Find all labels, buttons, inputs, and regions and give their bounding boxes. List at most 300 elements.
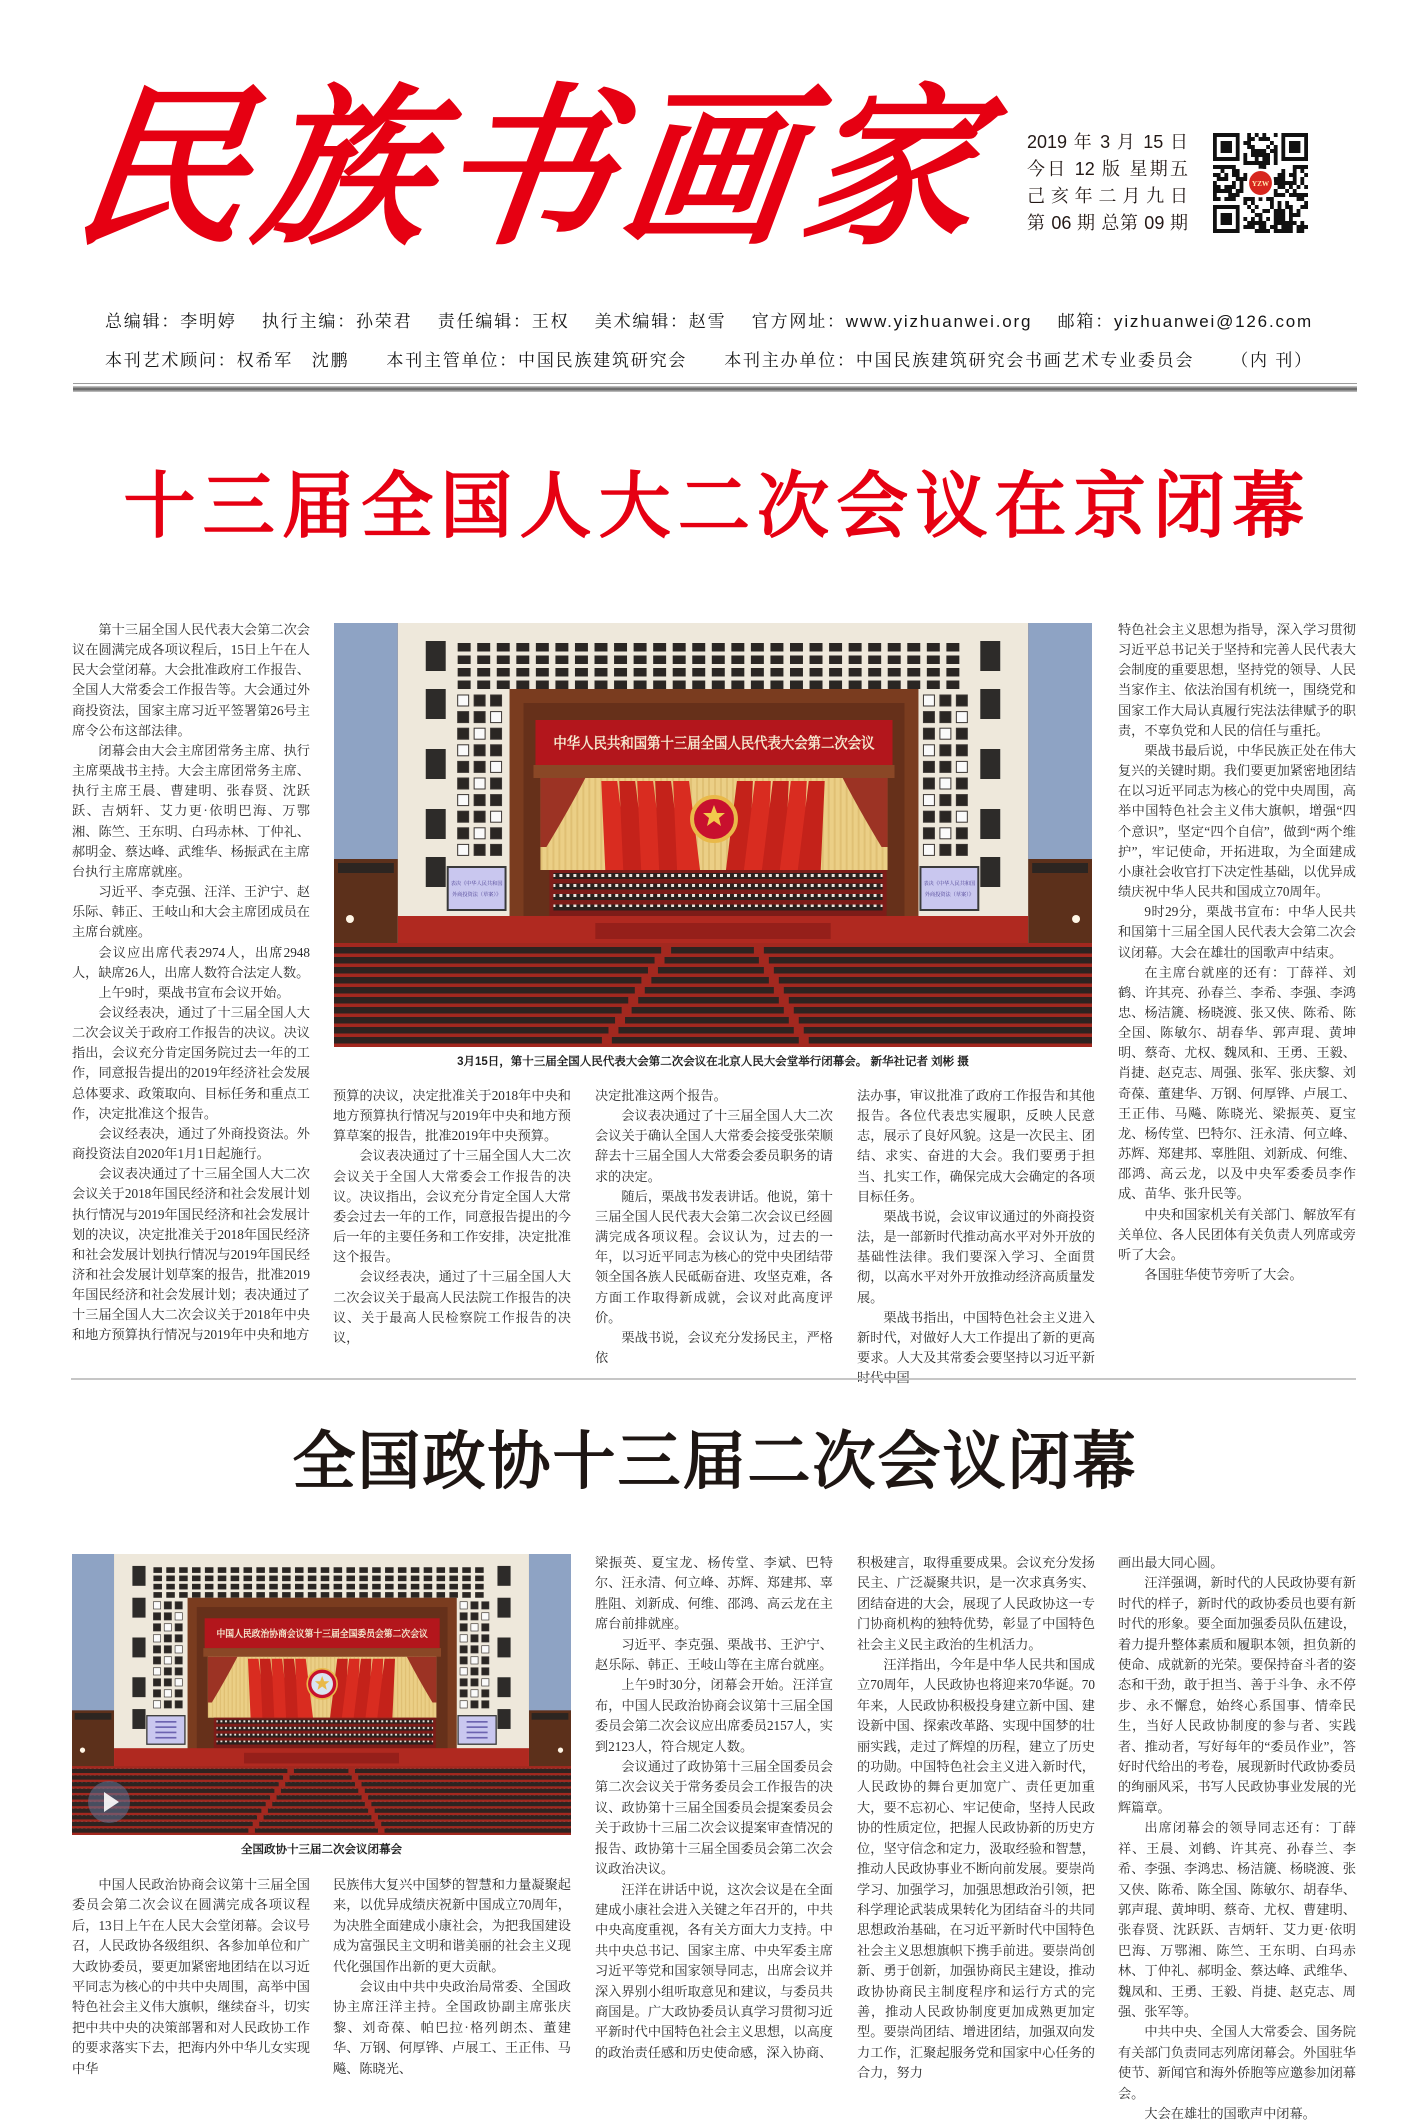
seat-row-people bbox=[334, 1037, 602, 1044]
side-grid-cell bbox=[175, 1701, 182, 1708]
ceiling-coffer bbox=[595, 643, 608, 652]
ceiling-coffer bbox=[731, 668, 744, 677]
credits-row-1 bbox=[105, 311, 1313, 333]
side-grid-cell bbox=[458, 712, 469, 723]
side-grid-cell bbox=[923, 828, 934, 839]
screen-left bbox=[147, 1716, 185, 1744]
side-grid-cell bbox=[153, 1646, 160, 1653]
seat-row-people bbox=[794, 1007, 1092, 1014]
seat-row-people bbox=[334, 987, 635, 994]
seat-row-people bbox=[378, 1815, 571, 1819]
seat-row-people bbox=[632, 1007, 784, 1014]
seat-row-people bbox=[368, 1795, 571, 1799]
side-grid-cell bbox=[471, 1624, 478, 1631]
screen-text: 表决《中华人民共和国 bbox=[450, 880, 503, 888]
side-grid-cell bbox=[923, 745, 934, 756]
seat-row-people bbox=[651, 977, 768, 984]
ceiling-coffer bbox=[810, 656, 823, 665]
side-grid-cell bbox=[471, 1635, 478, 1642]
ceiling-coffer bbox=[372, 1592, 381, 1598]
paragraph: 栗战书最后说，中华民族正处在伟大复兴的关键时期。我们要更加紧密地团结在以习近平同志为核心的党中央周围，高举中国特色社会主义伟大旗帜，增强“四个意识”，坚定“四个自信”，做到“两个维护”，牢记使命，开拓进取，为全面建成小康社会收官打下决定性基础，以优异成绩庆祝中华人民共和国成立70周年。 bbox=[1118, 742, 1356, 900]
side-grid-cell bbox=[153, 1668, 160, 1675]
pillar-window bbox=[497, 1566, 510, 1586]
side-grid-cell bbox=[164, 1646, 171, 1653]
ceiling-coffer bbox=[516, 668, 529, 677]
seat-row-people bbox=[385, 1828, 571, 1832]
side-grid-cell bbox=[460, 1679, 467, 1686]
seat-row-people bbox=[365, 1789, 571, 1793]
credit-value: 李明婷 bbox=[180, 312, 237, 331]
ceiling-coffer bbox=[321, 1567, 330, 1573]
seat-row-people bbox=[268, 1808, 368, 1812]
wall-right bbox=[1028, 623, 1092, 859]
wall-left bbox=[72, 1554, 114, 1710]
ceiling-coffer bbox=[166, 1576, 175, 1582]
pillar-window bbox=[980, 689, 1000, 719]
side-grid-cell bbox=[482, 1646, 489, 1653]
ceiling-coffer bbox=[849, 681, 862, 690]
paragraph: 闭幕会由大会主席团常务主席、执行主席栗战书主持。大会主席团常务主席、执行主席王晨、曹建明、张春贤、沈跃跃、吉炳轩、艾力更·依明巴海、万鄂湘、陈竺、王东明、白玛赤林、丁仲礼、郝明金、蔡达峰、武维华、杨振武在主席台执行主席席就座。 bbox=[72, 742, 310, 879]
ceiling-coffer bbox=[829, 643, 842, 652]
ceiling-coffer bbox=[595, 681, 608, 690]
ceiling-coffer bbox=[359, 1567, 368, 1573]
wall-left bbox=[334, 623, 398, 859]
side-grid-cell bbox=[482, 1635, 489, 1642]
paragraph: 第十三届全国人民代表大会第二次会议在圆满完成各项议程后，15日上午在人民大会堂闭幕。大会批准政府工作报告、全国人大常委会工作报告等。大会通过外商投资法，国家主席习近平签署第26号主席令公布这部法律。 bbox=[72, 622, 310, 738]
side-grid-cell bbox=[458, 828, 469, 839]
paragraph: 出席闭幕会的领导同志还有：丁薛祥、王晨、刘鹤、许其亮、孙春兰、李希、李强、李鸿忠、杨洁篪、杨晓渡、张又侠、陈希、陈全国、陈敏尔、胡春华、郭声琨、黄坤明、蔡奇、尤权、曹建明、张春贤、沈跃跃、吉炳轩、艾力更·依明巴海、万鄂湘、陈竺、王东明、白玛赤林、丁仲礼、郝明金、蔡达峰、武维华、魏凤和、王勇、王毅、肖捷、赵克志、周强、张军等。 bbox=[1118, 1820, 1356, 2019]
side-grid-cell bbox=[458, 795, 469, 806]
pillar-window bbox=[497, 1598, 510, 1618]
ceiling-coffer bbox=[673, 681, 686, 690]
credit-value: 中国民族建筑研究会书画艺术专业委员会 bbox=[855, 351, 1195, 370]
ceiling-coffer bbox=[907, 668, 920, 677]
ceiling-coffer bbox=[321, 1592, 330, 1598]
pillar-window bbox=[980, 809, 1000, 839]
side-grid-cell bbox=[164, 1668, 171, 1675]
side-grid-cell bbox=[491, 712, 502, 723]
ceiling-coffer bbox=[334, 1576, 343, 1582]
pillar-window bbox=[132, 1709, 145, 1729]
paragraph: 栗战书指出，中国特色社会主义进入新时代，对做好人大工作提出了新的更高要求。人大及其常委会要坚持以习近平新时代中国 bbox=[857, 1309, 1095, 1386]
ceiling-coffer bbox=[449, 1567, 458, 1573]
side-grid-cell bbox=[923, 778, 934, 789]
curtain-fold bbox=[409, 1657, 410, 1718]
website-url: www.yizhuanwei.org bbox=[845, 312, 1033, 331]
ceiling-coffer bbox=[437, 1567, 446, 1573]
pillar-window bbox=[497, 1638, 510, 1658]
side-grid-cell bbox=[956, 795, 967, 806]
paragraph: 会议由中共中央政治局常委、全国政协主席汪洋主持。全国政协副主席张庆黎、刘奇葆、帕巴拉·格列朗杰、董建华、万钢、何厚铧、卢展工、王正伟、马飚、陈晓光、 bbox=[333, 1979, 571, 2076]
article-1-column-4 bbox=[857, 1086, 1095, 1388]
side-grid-cell bbox=[923, 811, 934, 822]
article-1-column-1 bbox=[72, 620, 310, 1346]
pillar-window bbox=[426, 809, 446, 839]
side-grid-cell bbox=[175, 1635, 182, 1642]
ceiling-coffer bbox=[243, 1567, 252, 1573]
side-grid-cell bbox=[153, 1602, 160, 1609]
ceiling-coffer bbox=[462, 1576, 471, 1582]
side-grid-cell bbox=[471, 1668, 478, 1675]
seat-row-people bbox=[334, 957, 655, 964]
seat-row-people bbox=[264, 1815, 372, 1819]
ceiling-coffer bbox=[282, 1584, 291, 1590]
side-grid-cell bbox=[474, 745, 485, 756]
ceiling-coffer bbox=[321, 1584, 330, 1590]
seat-row-people bbox=[362, 1782, 571, 1786]
credit-value: 孙荣君 bbox=[356, 312, 413, 331]
ceiling-coffer bbox=[179, 1584, 188, 1590]
pillar-window bbox=[426, 641, 446, 671]
article-2-column-1 bbox=[72, 1875, 310, 2079]
ceiling-coffer bbox=[231, 1592, 240, 1598]
screen-right bbox=[458, 1716, 496, 1744]
section-divider bbox=[71, 1378, 1356, 1380]
seat-row-people bbox=[799, 1017, 1092, 1024]
ceiling-coffer bbox=[205, 1576, 214, 1582]
ceiling-coffer bbox=[497, 668, 510, 677]
ceiling-coffer bbox=[770, 681, 783, 690]
ceiling-coffer bbox=[907, 656, 920, 665]
screen-text: 表决《中华人民共和国 bbox=[923, 880, 976, 888]
side-grid-cell bbox=[491, 728, 502, 739]
ceiling-coffer bbox=[179, 1592, 188, 1598]
seat-row-people bbox=[334, 997, 628, 1004]
ceiling-coffer bbox=[712, 681, 725, 690]
credit-responsible-editor bbox=[438, 311, 570, 333]
wall-light-left bbox=[80, 1748, 85, 1753]
side-grid-cell bbox=[460, 1624, 467, 1631]
wall-light-right bbox=[558, 1748, 563, 1753]
screen-right bbox=[920, 867, 978, 910]
ceiling-coffer bbox=[888, 681, 901, 690]
ceiling-coffer bbox=[424, 1592, 433, 1598]
credit-value: 赵雪 bbox=[688, 312, 727, 331]
ceiling-coffer bbox=[449, 1576, 458, 1582]
ceiling-coffer bbox=[243, 1576, 252, 1582]
ceiling-coffer bbox=[634, 656, 647, 665]
ceiling-coffer bbox=[398, 1592, 407, 1598]
paragraph: 会议表决通过了十三届全国人大二次会议关于2018年国民经济和社会发展计划执行情况与2019年国民经济和社会发展计划的决议，决定批准关于2018年国民经济和社会发展计划执行情况与2019年国民经济和社会发展计划草案的报告，批准2019年国民经济和社会发展计划；表决通过了十三届全国人大二次会议关于2018年中央和地方预算执行情况与2019年中央和地方 bbox=[72, 1166, 310, 1343]
ceiling-coffer bbox=[269, 1584, 278, 1590]
presidium-row-people bbox=[216, 1727, 433, 1731]
side-grid-cell bbox=[923, 795, 934, 806]
ceiling-coffer bbox=[462, 1584, 471, 1590]
ceiling-coffer bbox=[829, 681, 842, 690]
side-grid-cell bbox=[471, 1701, 478, 1708]
ceiling-coffer bbox=[334, 1592, 343, 1598]
ceiling-coffer bbox=[751, 656, 764, 665]
paragraph: 汪洋指出，今年是中华人民共和国成立70周年，人民政协也将迎来70华诞。70年来，人民政协积极投身建立新中国、建设新中国、探索改革路、实现中国梦的壮丽实践，走过了辉煌的历程，建立了历史的功勋。中国特色社会主义进入新时代，人民政协的舞台更加宽广、责任更加重大，要不忘初心、牢记使命，坚持人民政协的性质定位，把握人民政协新的历史方位，坚守信念和定力，汲取经验和智慧，推动人民政协事业不断向前发展。要崇尚学习、加强学习，加强思想政治引领，把科学理论武装成果转化为团结奋斗的共同思想政治基础，在习近平新时代中国特色社会主义思想旗帜下携手前进。要崇尚创新、勇于创新，加强协商民主建设，推动政协协商民主制度程序和运行方式的完善，推动人民政协制度更加成熟更加定型。要崇尚团结、增进团结，加强双向发力工作，汇聚起服务党和国家中心任务的合力，努力 bbox=[857, 1657, 1095, 2081]
side-grid-cell bbox=[482, 1613, 489, 1620]
curtain-fold bbox=[405, 1657, 406, 1718]
paragraph: 上午9时30分，闭幕会开始。汪洋宣布，中国人民政治协商会议第十三届全国委员会第二次会议应出席委员2157人，实到2123人，符合规定人数。 bbox=[595, 1677, 833, 1754]
seat-row-people bbox=[764, 947, 1092, 954]
issue-info bbox=[1027, 129, 1188, 237]
side-grid-cell bbox=[956, 745, 967, 756]
ceiling-coffer bbox=[308, 1584, 317, 1590]
ceiling-coffer bbox=[810, 643, 823, 652]
ceiling-coffer bbox=[634, 643, 647, 652]
banner-text: 中华人民共和国第十三届全国人民代表大会第二次会议 bbox=[553, 735, 913, 753]
ceiling-coffer bbox=[751, 681, 764, 690]
seat-row-people bbox=[618, 1027, 793, 1034]
ceiling-coffer bbox=[458, 681, 471, 690]
side-grid-cell bbox=[940, 795, 951, 806]
side-grid-cell bbox=[471, 1602, 478, 1609]
curtain-fold bbox=[243, 1657, 244, 1718]
ceiling-coffer bbox=[810, 668, 823, 677]
paragraph: 上午9时，栗战书宣布会议开始。 bbox=[98, 984, 290, 1000]
paragraph: 各国驻华使节旁听了大会。 bbox=[1144, 1267, 1303, 1282]
ceiling-coffer bbox=[231, 1576, 240, 1582]
side-grid-cell bbox=[175, 1679, 182, 1686]
play-video-icon bbox=[88, 1781, 130, 1823]
side-grid-cell bbox=[175, 1613, 182, 1620]
paragraph-continued: 决定批准这两个报告。 bbox=[595, 1088, 727, 1103]
side-grid-cell bbox=[956, 778, 967, 789]
screen-left bbox=[448, 867, 506, 910]
pillar-window bbox=[132, 1598, 145, 1618]
ceiling-coffer bbox=[385, 1576, 394, 1582]
seat-row-people bbox=[638, 997, 779, 1004]
ceiling-coffer bbox=[555, 656, 568, 665]
ceiling-coffer bbox=[398, 1567, 407, 1573]
presidium-row-people bbox=[216, 1741, 433, 1745]
credit-label: 本刊艺术顾问： bbox=[105, 351, 237, 370]
ceiling-coffer bbox=[868, 656, 881, 665]
ceiling-coffer bbox=[192, 1567, 201, 1573]
paragraph-continued: 积极建言，取得重要成果。会议充分发扬民主、广泛凝聚共识，是一次求真务实、团结奋进的大会，展现了人民政协这一专门协商机构的独特优势，彰显了中国特色社会主义民主政治的生机活力。 bbox=[857, 1555, 1095, 1652]
ceiling-coffer bbox=[888, 668, 901, 677]
ceiling-coffer bbox=[192, 1584, 201, 1590]
screen-text-line bbox=[155, 1732, 176, 1734]
ceiling-coffer bbox=[346, 1567, 355, 1573]
ceiling-coffer bbox=[790, 668, 803, 677]
ceiling-coffer bbox=[346, 1576, 355, 1582]
article-2-column-4 bbox=[857, 1553, 1095, 2084]
paragraph-continued: 特色社会主义思想为指导，深入学习贯彻习近平总书记关于坚持和完善人民代表大会制度的重要思想，坚持党的领导、人民当家作主、依法治国有机统一，围绕党和国家工作大局认真履行宪法法律赋予的职责，不辜负党和人民的信任与重托。 bbox=[1118, 622, 1356, 738]
seat-row-people bbox=[72, 1769, 287, 1773]
side-grid-cell bbox=[460, 1613, 467, 1620]
ceiling-coffer bbox=[907, 643, 920, 652]
ceiling-coffer bbox=[179, 1567, 188, 1573]
side-grid-cell bbox=[471, 1679, 478, 1686]
presidium-row-people bbox=[553, 873, 882, 879]
side-grid-cell bbox=[153, 1679, 160, 1686]
side-grid-cell bbox=[491, 761, 502, 772]
ceiling-coffer bbox=[449, 1584, 458, 1590]
ceiling-coffer bbox=[790, 643, 803, 652]
article-2-column-5 bbox=[1118, 1553, 1356, 2124]
ceiling-coffer bbox=[153, 1567, 162, 1573]
ceiling-coffer bbox=[359, 1584, 368, 1590]
side-grid-cell bbox=[460, 1657, 467, 1664]
seat-row-people bbox=[779, 977, 1092, 984]
side-grid-cell bbox=[474, 712, 485, 723]
side-grid-cell bbox=[940, 695, 951, 706]
ceiling-coffer bbox=[536, 668, 549, 677]
side-grid-cell bbox=[956, 712, 967, 723]
ceiling-coffer bbox=[475, 1567, 484, 1573]
ceiling-coffer bbox=[653, 643, 666, 652]
screen-text: 外商投资法（草案）》 bbox=[924, 891, 974, 899]
credit-label: 本刊主办单位： bbox=[724, 351, 856, 370]
ceiling-coffer bbox=[536, 656, 549, 665]
side-grid-cell bbox=[474, 761, 485, 772]
ceiling-coffer bbox=[218, 1584, 227, 1590]
ceiling-coffer bbox=[295, 1592, 304, 1598]
ceiling-coffer bbox=[269, 1592, 278, 1598]
credits-row-2 bbox=[105, 350, 1313, 372]
side-grid-cell bbox=[458, 778, 469, 789]
side-grid-cell bbox=[491, 778, 502, 789]
seat-row-people bbox=[381, 1822, 571, 1826]
ceiling-coffer bbox=[346, 1584, 355, 1590]
seat-row-people bbox=[281, 1789, 358, 1793]
ceiling-coffer bbox=[497, 681, 510, 690]
ceiling-coffer bbox=[575, 681, 588, 690]
ceiling-coffer bbox=[829, 668, 842, 677]
ceiling-coffer bbox=[946, 681, 959, 690]
screen-text-line bbox=[155, 1721, 176, 1723]
side-grid-cell bbox=[458, 844, 469, 855]
article-2-column-3 bbox=[595, 1553, 833, 2063]
side-grid-cell bbox=[474, 828, 485, 839]
paragraph: 会议经表决，通过了十三届全国人大二次会议关于最高人民法院工作报告的决议、关于最高人民检察院工作报告的决议， bbox=[333, 1269, 571, 1345]
qr-logo-text: YZW bbox=[1251, 178, 1270, 188]
ceiling-coffer bbox=[205, 1592, 214, 1598]
side-grid-cell bbox=[940, 811, 951, 822]
ceiling-coffer bbox=[653, 656, 666, 665]
pillar-window bbox=[497, 1677, 510, 1697]
seat-row-people bbox=[375, 1808, 571, 1812]
side-grid-cell bbox=[491, 695, 502, 706]
pillar-window bbox=[132, 1638, 145, 1658]
pillar-window bbox=[132, 1677, 145, 1697]
paragraph: 栗战书说，会议审议通过的外商投资法，是一部新时代推动高水平对外开放的基础性法律。我们要深入学习、全面贯彻，以高水平对外开放推动经济高质量发展。 bbox=[857, 1208, 1095, 1305]
paragraph: 栗战书说，会议充分发扬民主，严格依 bbox=[595, 1329, 833, 1366]
ceiling-coffer bbox=[458, 656, 471, 665]
paragraph: 中共中央、全国人大常委会、国务院有关部门负责同志列席闭幕会。外国驻华使节、新闻官和海外侨胞等应邀参加闭幕会。 bbox=[1118, 2024, 1356, 2101]
credit-label: 本刊主管单位： bbox=[386, 351, 519, 370]
paragraph: 会议表决通过了十三届全国人大二次会议关于全国人大常委会工作报告的决议。决议指出，会议充分肯定全国人大常委会过去一年的工作，同意报告提出的今后一年的主要任务和工作安排，决定批准这个报告。 bbox=[333, 1148, 571, 1265]
side-grid-cell bbox=[460, 1690, 467, 1697]
paragraph-continued: 民族伟大复兴中国梦的智慧和力量凝聚起来，以优异成绩庆祝新中国成立70周年，为决胜全面建成小康社会，为把我国建设成为富强民主文明和谐美丽的社会主义现代化强国作出新的更大贡献。 bbox=[333, 1877, 571, 1974]
pillar-window bbox=[426, 857, 446, 887]
ceiling-coffer bbox=[256, 1576, 265, 1582]
presidium-row-people bbox=[553, 884, 882, 890]
side-grid-cell bbox=[164, 1701, 171, 1708]
ceiling-coffer bbox=[411, 1584, 420, 1590]
ceiling-coffer bbox=[673, 643, 686, 652]
ceiling-coffer bbox=[888, 656, 901, 665]
wall-window-row-right bbox=[532, 1713, 569, 1720]
ceiling-coffer bbox=[359, 1592, 368, 1598]
ceiling-coffer bbox=[770, 643, 783, 652]
ceiling-coffer bbox=[295, 1576, 304, 1582]
seat-row-people bbox=[72, 1822, 253, 1826]
side-grid-cell bbox=[940, 844, 951, 855]
masthead-rule-thick bbox=[73, 386, 1357, 392]
screen-text-line bbox=[467, 1721, 488, 1723]
ceiling-coffer bbox=[595, 668, 608, 677]
side-grid-cell bbox=[153, 1635, 160, 1642]
paragraph: 汪洋在讲话中说，这次会议是在全面建成小康社会进入关键之年召开的，中共中央高度重视，各有关方面大力支持。中共中央总书记、国家主席、中央军委主席习近平等党和国家领导同志，出席会议并深入界别小组听取意见和建议，与委员共商国是。广大政协委员认真学习贯彻习近平新时代中国特色社会主义思想，以高度的政治责任感和历史使命感，深入协商、 bbox=[595, 1881, 833, 2060]
presidium-row-people bbox=[553, 894, 882, 900]
side-grid-cell bbox=[491, 745, 502, 756]
side-grid-cell bbox=[175, 1690, 182, 1697]
side-grid-cell bbox=[940, 712, 951, 723]
paragraph: 会议表决通过了十三届全国人大二次会议关于确认全国人大常委会接受张荣顺辞去十三届全国人大常委会委员职务的请求的决定。 bbox=[595, 1108, 833, 1184]
curtain-fold bbox=[235, 1657, 236, 1718]
side-grid-cell bbox=[956, 844, 967, 855]
side-grid-cell bbox=[940, 761, 951, 772]
ceiling-coffer bbox=[437, 1592, 446, 1598]
seat-row-people bbox=[665, 957, 759, 964]
seat-row-people bbox=[285, 1782, 355, 1786]
pillar-window bbox=[980, 749, 1000, 779]
credit-label: 执行主编： bbox=[262, 312, 356, 331]
side-grid-cell bbox=[482, 1690, 489, 1697]
ceiling-coffer bbox=[555, 668, 568, 677]
side-grid-cell bbox=[940, 728, 951, 739]
side-grid-cell bbox=[164, 1624, 171, 1631]
ceiling-coffer bbox=[243, 1592, 252, 1598]
side-grid-cell bbox=[923, 728, 934, 739]
ceiling-coffer bbox=[462, 1592, 471, 1598]
ceiling-coffer bbox=[282, 1592, 291, 1598]
seat-row-people bbox=[769, 957, 1092, 964]
seat-row-people bbox=[294, 1769, 348, 1773]
ceiling-coffer bbox=[477, 656, 490, 665]
ceiling-coffer bbox=[692, 643, 705, 652]
credit-email bbox=[1058, 311, 1313, 333]
side-grid-cell bbox=[175, 1624, 182, 1631]
ceiling-coffer bbox=[231, 1567, 240, 1573]
side-grid-cell bbox=[153, 1613, 160, 1620]
side-grid-cell bbox=[956, 761, 967, 772]
ceiling-coffer bbox=[282, 1567, 291, 1573]
banner-valance bbox=[203, 1648, 441, 1657]
ceiling-coffer bbox=[712, 656, 725, 665]
seat-row-people bbox=[358, 1775, 571, 1779]
seat-row-people bbox=[612, 1037, 799, 1044]
ceiling-coffer bbox=[308, 1576, 317, 1582]
side-grid-cell bbox=[482, 1679, 489, 1686]
masthead-title: 民族书画家 bbox=[64, 76, 998, 266]
side-grid-cell bbox=[482, 1624, 489, 1631]
seat-row-people bbox=[625, 1017, 789, 1024]
ceiling-coffer bbox=[256, 1584, 265, 1590]
ceiling-coffer bbox=[269, 1567, 278, 1573]
credit-website bbox=[752, 311, 1032, 333]
side-grid-cell bbox=[458, 695, 469, 706]
side-grid-cell bbox=[175, 1602, 182, 1609]
side-grid-cell bbox=[460, 1602, 467, 1609]
seat-row-people bbox=[371, 1802, 571, 1806]
ceiling-coffer bbox=[731, 643, 744, 652]
ceiling-coffer bbox=[411, 1592, 420, 1598]
wall-window-row-left bbox=[75, 1713, 112, 1720]
side-grid-cell bbox=[458, 811, 469, 822]
presidium-row-people bbox=[216, 1734, 433, 1738]
credit-label: 邮箱： bbox=[1057, 312, 1115, 331]
ceiling-coffer bbox=[712, 643, 725, 652]
ceiling-coffer bbox=[692, 681, 705, 690]
screen-text-line bbox=[467, 1726, 488, 1728]
paragraph: 随后，栗战书发表讲话。他说，第十三届全国人民代表大会第二次会议已经圆满完成各项议程。会议认为，过去的一年，以习近平同志为核心的党中央团结带领全国各族人民砥砺奋进、攻坚克难，各方面工作取得新成就，会议对此高度评价。 bbox=[595, 1188, 833, 1325]
